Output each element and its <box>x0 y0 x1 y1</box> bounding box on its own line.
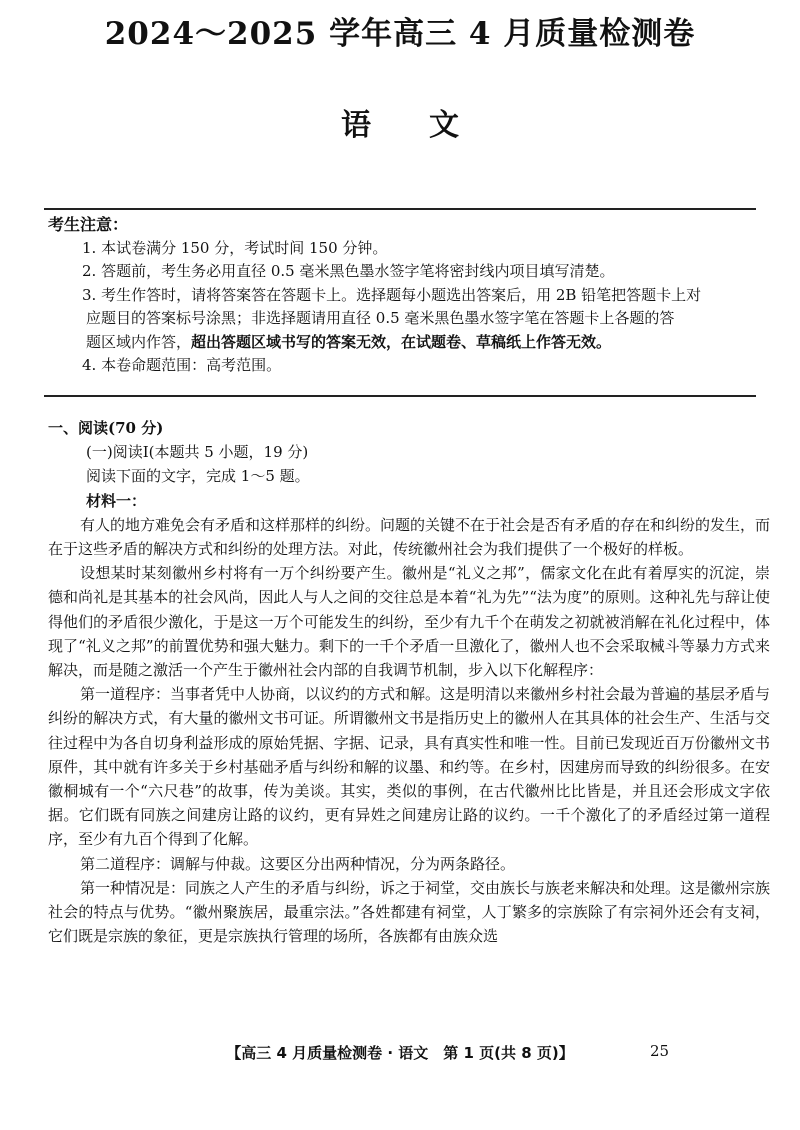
notice-item-3-text: 题区域内作答， <box>86 332 192 351</box>
notice-top-rule <box>44 208 756 210</box>
paragraph: 第一道程序：当事者凭中人协商，以议约的方式和解。这是明清以来徽州乡村社会最为普遍的基层矛盾与纠纷的解决方式，有大量的徽州文书可证。所谓徽州文书是指历史上的徽州人在其具体的社会生产、生活与交往过程中为各自切身利益形成的原始凭据、字据、记录，具有真实性和唯一性。目前已发现近百万份徽州文书原件，其中就有许多关于乡村基础矛盾与纠纷和解的议墨、和约等。在乡村，因建房而导致的纠纷很多。在安徽桐城有一个“六尺巷”的故事，传为美谈。其实，类似的事例，在古代徽州比比皆是，并且还会形成文字依据。它们既有同族之间建房让路的议约，更有异姓之间建房让路的议约。一千个激化了的矛盾经过第一道程序，至少有九百个得到了化解。 <box>48 685 771 849</box>
page-footer: 【高三 4 月质量检测卷 · 语文 第 1 页(共 8 页)】 <box>226 1044 574 1062</box>
notice-item-3-line-2: 应题目的答案标号涂黑；非选择题请用直径 0.5 毫米黑色墨水签字笔在答题卡上各题的答 <box>86 309 675 327</box>
paragraph: 第一种情况是：同族之人产生的矛盾与纠纷，诉之于祠堂，交由族长与族老来解决和处理。这是徽州宗族社会的特点与优势。“徽州聚族居，最重宗法。”各姓都建有祠堂，人丁繁多的宗族除了有宗祠外还会有支祠，它们既是宗族的象征，更是宗族执行管理的场所，各族都有由族众选 <box>48 878 771 946</box>
paragraph: 第二道程序：调解与仲裁。这要区分出两种情况，分为两条路径。 <box>80 854 516 873</box>
subject-title: 语文 <box>341 108 517 143</box>
section-heading: 一、阅读(70 分) <box>48 419 164 437</box>
reading-section <box>48 416 770 948</box>
paragraph: 有人的地方难免会有矛盾和这样那样的纠纷。问题的关键不在于社会是否有矛盾的存在和纠纷的发生，而在于这些矛盾的解决方式和纠纷的处理方法。对此，传统徽州社会为我们提供了一个极好的样板。 <box>48 515 771 559</box>
notice-item-3-line-3 <box>48 331 760 355</box>
material-label: 材料一： <box>86 491 147 510</box>
notice-bottom-rule <box>44 395 756 397</box>
page-code: 25 <box>650 1042 670 1060</box>
paragraph: 设想某时某刻徽州乡村将有一万个纠纷要产生。徽州是“礼义之邦”，儒家文化在此有着厚实的沉淀，崇德和尚礼是其基本的社会风尚，因此人与人之间的交往总是本着“礼为先”“法为度”的原则。这种礼先与辞让使得他们的矛盾很少激化，于是这一万个可能发生的纠纷，至少有九千个在萌发之初就被消解在礼化过程中，体现了“礼义之邦”的前置优势和强大魅力。剩下的一千个矛盾一旦激化了，徽州人也不会采取械斗等暴力方式来解决，而是随之激活一个产生于徽州社会内部的自我调节机制，步入以下化解程序： <box>48 564 770 680</box>
candidate-notice <box>48 213 760 378</box>
notice-item-1: 1. 本试卷满分 150 分，考试时间 150 分钟。 <box>82 238 388 257</box>
notice-item-2: 2. 答题前，考生务必用直径 0.5 毫米黑色墨水签字笔将密封线内项目填写清楚。 <box>82 262 615 280</box>
notice-item-3-emphasis: 超出答题区域书写的答案无效，在试题卷、草稿纸上作答无效。 <box>191 332 612 351</box>
exam-title: 2024～2025 学年高三 4 月质量检测卷 <box>104 16 696 52</box>
notice-heading: 考生注意： <box>48 215 129 234</box>
sub-section-heading: (一)阅读Ⅰ(本题共 5 小题，19 分) <box>86 443 309 462</box>
notice-item-4: 4. 本卷命题范围：高考范围。 <box>82 356 282 374</box>
notice-item-3-line-1: 3. 考生作答时，请将答案答在答题卡上。选择题每小题选出答案后，用 2B 铅笔把答题卡上对 <box>82 285 702 304</box>
instruction-text: 阅读下面的文字，完成 1～5 题。 <box>86 467 310 486</box>
